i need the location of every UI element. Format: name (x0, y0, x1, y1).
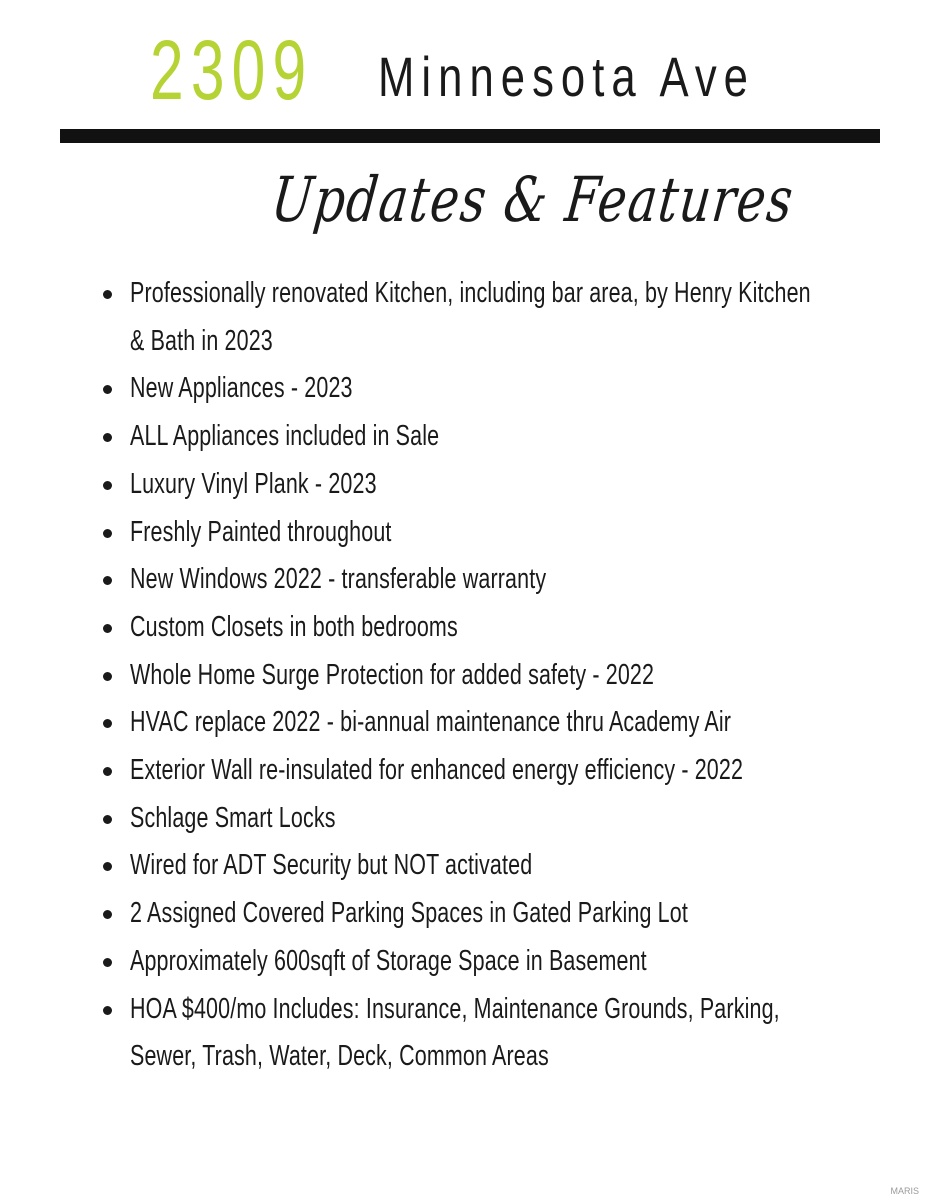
bullet-icon (103, 815, 112, 824)
feature-text: Whole Home Surge Protection for added safety - 2022 (130, 658, 655, 691)
page-title: Updates & Features (268, 163, 798, 236)
feature-text: Freshly Painted throughout (130, 515, 392, 548)
bullet-icon (103, 767, 112, 776)
feature-text: New Appliances - 2023 (130, 372, 353, 405)
feature-text-line-2: Sewer, Trash, Water, Deck, Common Areas (130, 1040, 549, 1073)
bullet-icon (103, 672, 112, 681)
watermark: MARIS (890, 1186, 919, 1196)
feature-text: Wired for ADT Security but NOT activated (130, 849, 533, 882)
list-item (100, 461, 860, 509)
bullet-icon (103, 624, 112, 633)
list-item (100, 747, 860, 795)
list-item (100, 413, 860, 461)
bullet-icon (103, 1006, 112, 1015)
feature-text: Approximately 600sqft of Storage Space in Basement (130, 944, 647, 977)
bullet-icon (103, 576, 112, 585)
list-item (100, 986, 860, 1081)
street-name: Minnesota Ave (378, 45, 755, 108)
bullet-icon (103, 719, 112, 728)
list-item (100, 699, 860, 747)
bullet-icon (103, 910, 112, 919)
list-item (100, 604, 860, 652)
list-item (100, 270, 860, 365)
feature-text: HVAC replace 2022 - bi-annual maintenance thru Academy Air (130, 706, 732, 739)
bullet-icon (103, 529, 112, 538)
list-item (100, 938, 860, 986)
address-header (0, 22, 927, 122)
list-item (100, 842, 860, 890)
list-item (100, 890, 860, 938)
address-number: 2309 (150, 23, 314, 117)
feature-text: Luxury Vinyl Plank - 2023 (130, 467, 377, 500)
feature-text: Custom Closets in both bedrooms (130, 610, 458, 643)
feature-text: Exterior Wall re-insulated for enhanced energy efficiency - 2022 (130, 754, 744, 787)
feature-text: 2 Assigned Covered Parking Spaces in Gated Parking Lot (130, 897, 688, 930)
list-item (100, 556, 860, 604)
bullet-icon (103, 958, 112, 967)
feature-text: New Windows 2022 - transferable warranty (130, 563, 547, 596)
list-item (100, 652, 860, 700)
feature-text (130, 986, 780, 1081)
feature-text (130, 270, 811, 365)
features-list (100, 270, 860, 1081)
bullet-icon (103, 385, 112, 394)
bullet-icon (103, 433, 112, 442)
feature-text-line-2: & Bath in 2023 (130, 324, 273, 357)
bullet-icon (103, 862, 112, 871)
bullet-icon (103, 290, 112, 299)
feature-text-line-1: HOA $400/mo Includes: Insurance, Maintenance Grounds, Parking, (130, 992, 780, 1025)
header-divider (60, 129, 880, 143)
feature-text-line-1: Professionally renovated Kitchen, including bar area, by Henry Kitchen (130, 277, 811, 309)
feature-text: ALL Appliances included in Sale (130, 420, 440, 453)
list-item (100, 365, 860, 413)
feature-text: Schlage Smart Locks (130, 801, 336, 834)
list-item (100, 795, 860, 843)
bullet-icon (103, 481, 112, 490)
list-item (100, 509, 860, 557)
